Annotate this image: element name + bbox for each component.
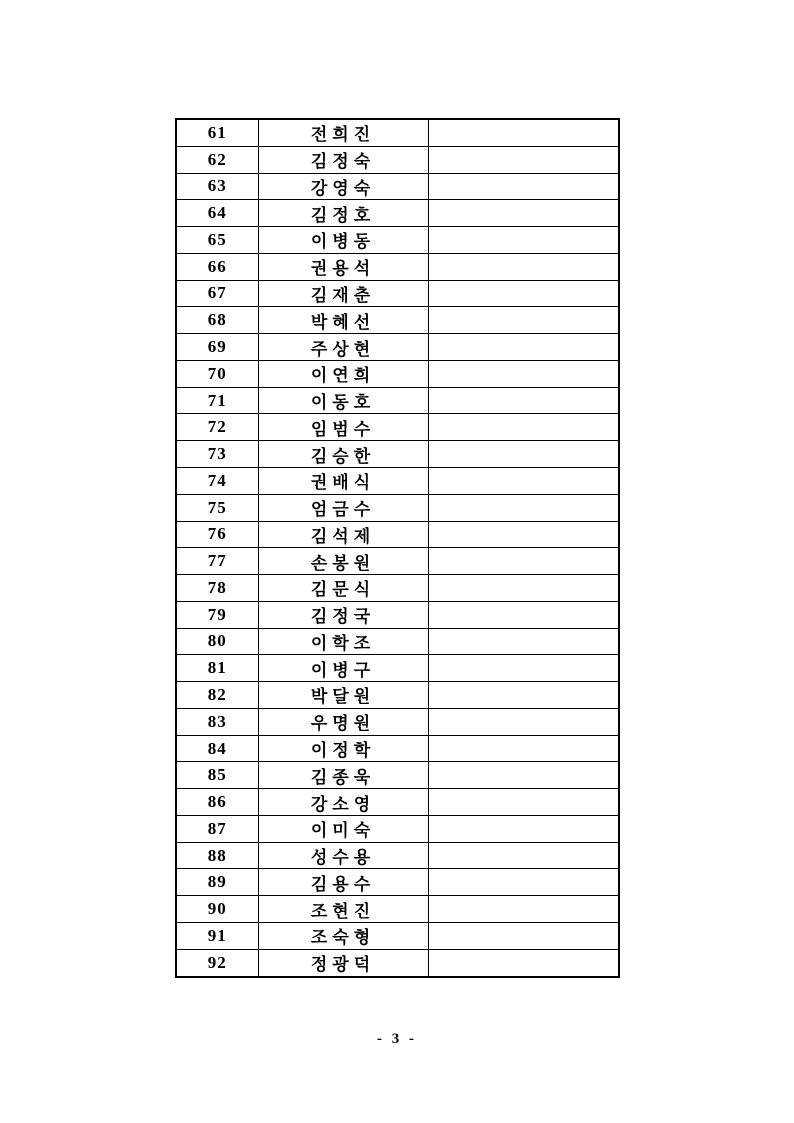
name-cell: 김승한 <box>258 441 428 468</box>
table-row <box>176 896 619 923</box>
row-number-cell: 80 <box>176 628 258 655</box>
table-row <box>176 922 619 949</box>
empty-cell <box>428 334 619 361</box>
empty-cell <box>428 869 619 896</box>
row-number-cell: 92 <box>176 949 258 977</box>
name-cell: 권용석 <box>258 253 428 280</box>
row-number-cell: 69 <box>176 334 258 361</box>
row-number-cell: 77 <box>176 548 258 575</box>
empty-cell <box>428 253 619 280</box>
table-row <box>176 601 619 628</box>
row-number-cell: 83 <box>176 708 258 735</box>
row-number-cell: 82 <box>176 682 258 709</box>
row-number-cell: 81 <box>176 655 258 682</box>
name-cell: 임범수 <box>258 414 428 441</box>
name-cell: 이미숙 <box>258 815 428 842</box>
row-number-cell: 78 <box>176 575 258 602</box>
name-cell: 김석제 <box>258 521 428 548</box>
name-cell: 이정학 <box>258 735 428 762</box>
name-cell: 이연희 <box>258 360 428 387</box>
row-number-cell: 88 <box>176 842 258 869</box>
name-cell: 손봉원 <box>258 548 428 575</box>
name-cell: 김정국 <box>258 601 428 628</box>
row-number-cell: 71 <box>176 387 258 414</box>
empty-cell <box>428 494 619 521</box>
table-row <box>176 708 619 735</box>
empty-cell <box>428 119 619 146</box>
table-row <box>176 173 619 200</box>
name-cell: 김문식 <box>258 575 428 602</box>
empty-cell <box>428 441 619 468</box>
row-number-cell: 87 <box>176 815 258 842</box>
table-row <box>176 307 619 334</box>
empty-cell <box>428 708 619 735</box>
name-cell: 김종욱 <box>258 762 428 789</box>
name-cell: 이동호 <box>258 387 428 414</box>
name-cell: 권배식 <box>258 467 428 494</box>
empty-cell <box>428 735 619 762</box>
name-cell: 김재춘 <box>258 280 428 307</box>
empty-cell <box>428 922 619 949</box>
table-row <box>176 494 619 521</box>
table-row <box>176 655 619 682</box>
empty-cell <box>428 601 619 628</box>
row-number-cell: 86 <box>176 789 258 816</box>
empty-cell <box>428 387 619 414</box>
empty-cell <box>428 467 619 494</box>
name-cell: 엄금수 <box>258 494 428 521</box>
table-row <box>176 575 619 602</box>
name-cell: 전희진 <box>258 119 428 146</box>
row-number-cell: 84 <box>176 735 258 762</box>
empty-cell <box>428 414 619 441</box>
row-number-cell: 89 <box>176 869 258 896</box>
row-number-cell: 76 <box>176 521 258 548</box>
row-number-cell: 74 <box>176 467 258 494</box>
empty-cell <box>428 307 619 334</box>
name-cell: 정광덕 <box>258 949 428 977</box>
name-cell: 이병구 <box>258 655 428 682</box>
empty-cell <box>428 173 619 200</box>
table-row <box>176 762 619 789</box>
name-cell: 박혜선 <box>258 307 428 334</box>
row-number-cell: 73 <box>176 441 258 468</box>
empty-cell <box>428 575 619 602</box>
row-number-cell: 65 <box>176 227 258 254</box>
table-body <box>176 119 619 977</box>
table-row <box>176 949 619 977</box>
table-row <box>176 414 619 441</box>
name-cell: 강소영 <box>258 789 428 816</box>
name-cell: 이병동 <box>258 227 428 254</box>
empty-cell <box>428 521 619 548</box>
empty-cell <box>428 360 619 387</box>
table-row <box>176 735 619 762</box>
table-row <box>176 869 619 896</box>
name-cell: 우명원 <box>258 708 428 735</box>
table-row <box>176 387 619 414</box>
name-cell: 성수용 <box>258 842 428 869</box>
row-number-cell: 85 <box>176 762 258 789</box>
name-cell: 이학조 <box>258 628 428 655</box>
table-row <box>176 682 619 709</box>
row-number-cell: 72 <box>176 414 258 441</box>
empty-cell <box>428 628 619 655</box>
name-cell: 조현진 <box>258 896 428 923</box>
table-row <box>176 360 619 387</box>
roster-table <box>175 118 620 978</box>
empty-cell <box>428 280 619 307</box>
name-cell: 박달원 <box>258 682 428 709</box>
empty-cell <box>428 200 619 227</box>
row-number-cell: 63 <box>176 173 258 200</box>
row-number-cell: 90 <box>176 896 258 923</box>
empty-cell <box>428 762 619 789</box>
row-number-cell: 68 <box>176 307 258 334</box>
table-row <box>176 548 619 575</box>
empty-cell <box>428 815 619 842</box>
table-row <box>176 628 619 655</box>
name-cell: 조숙형 <box>258 922 428 949</box>
row-number-cell: 62 <box>176 146 258 173</box>
row-number-cell: 75 <box>176 494 258 521</box>
row-number-cell: 91 <box>176 922 258 949</box>
table-row <box>176 789 619 816</box>
row-number-cell: 61 <box>176 119 258 146</box>
name-cell: 김용수 <box>258 869 428 896</box>
empty-cell <box>428 146 619 173</box>
empty-cell <box>428 655 619 682</box>
empty-cell <box>428 682 619 709</box>
name-cell: 강영숙 <box>258 173 428 200</box>
table-row <box>176 842 619 869</box>
table-row <box>176 334 619 361</box>
table-row <box>176 467 619 494</box>
name-cell: 김정호 <box>258 200 428 227</box>
page-number-footer: - 3 - <box>377 1031 417 1047</box>
table-row <box>176 119 619 146</box>
table-row <box>176 521 619 548</box>
empty-cell <box>428 227 619 254</box>
name-cell: 주상현 <box>258 334 428 361</box>
empty-cell <box>428 949 619 977</box>
table-row <box>176 200 619 227</box>
row-number-cell: 70 <box>176 360 258 387</box>
empty-cell <box>428 842 619 869</box>
table-row <box>176 280 619 307</box>
table-row <box>176 815 619 842</box>
table-row <box>176 253 619 280</box>
empty-cell <box>428 548 619 575</box>
table-row <box>176 146 619 173</box>
empty-cell <box>428 896 619 923</box>
row-number-cell: 66 <box>176 253 258 280</box>
row-number-cell: 67 <box>176 280 258 307</box>
row-number-cell: 79 <box>176 601 258 628</box>
empty-cell <box>428 789 619 816</box>
row-number-cell: 64 <box>176 200 258 227</box>
table-row <box>176 441 619 468</box>
name-cell: 김정숙 <box>258 146 428 173</box>
table-row <box>176 227 619 254</box>
